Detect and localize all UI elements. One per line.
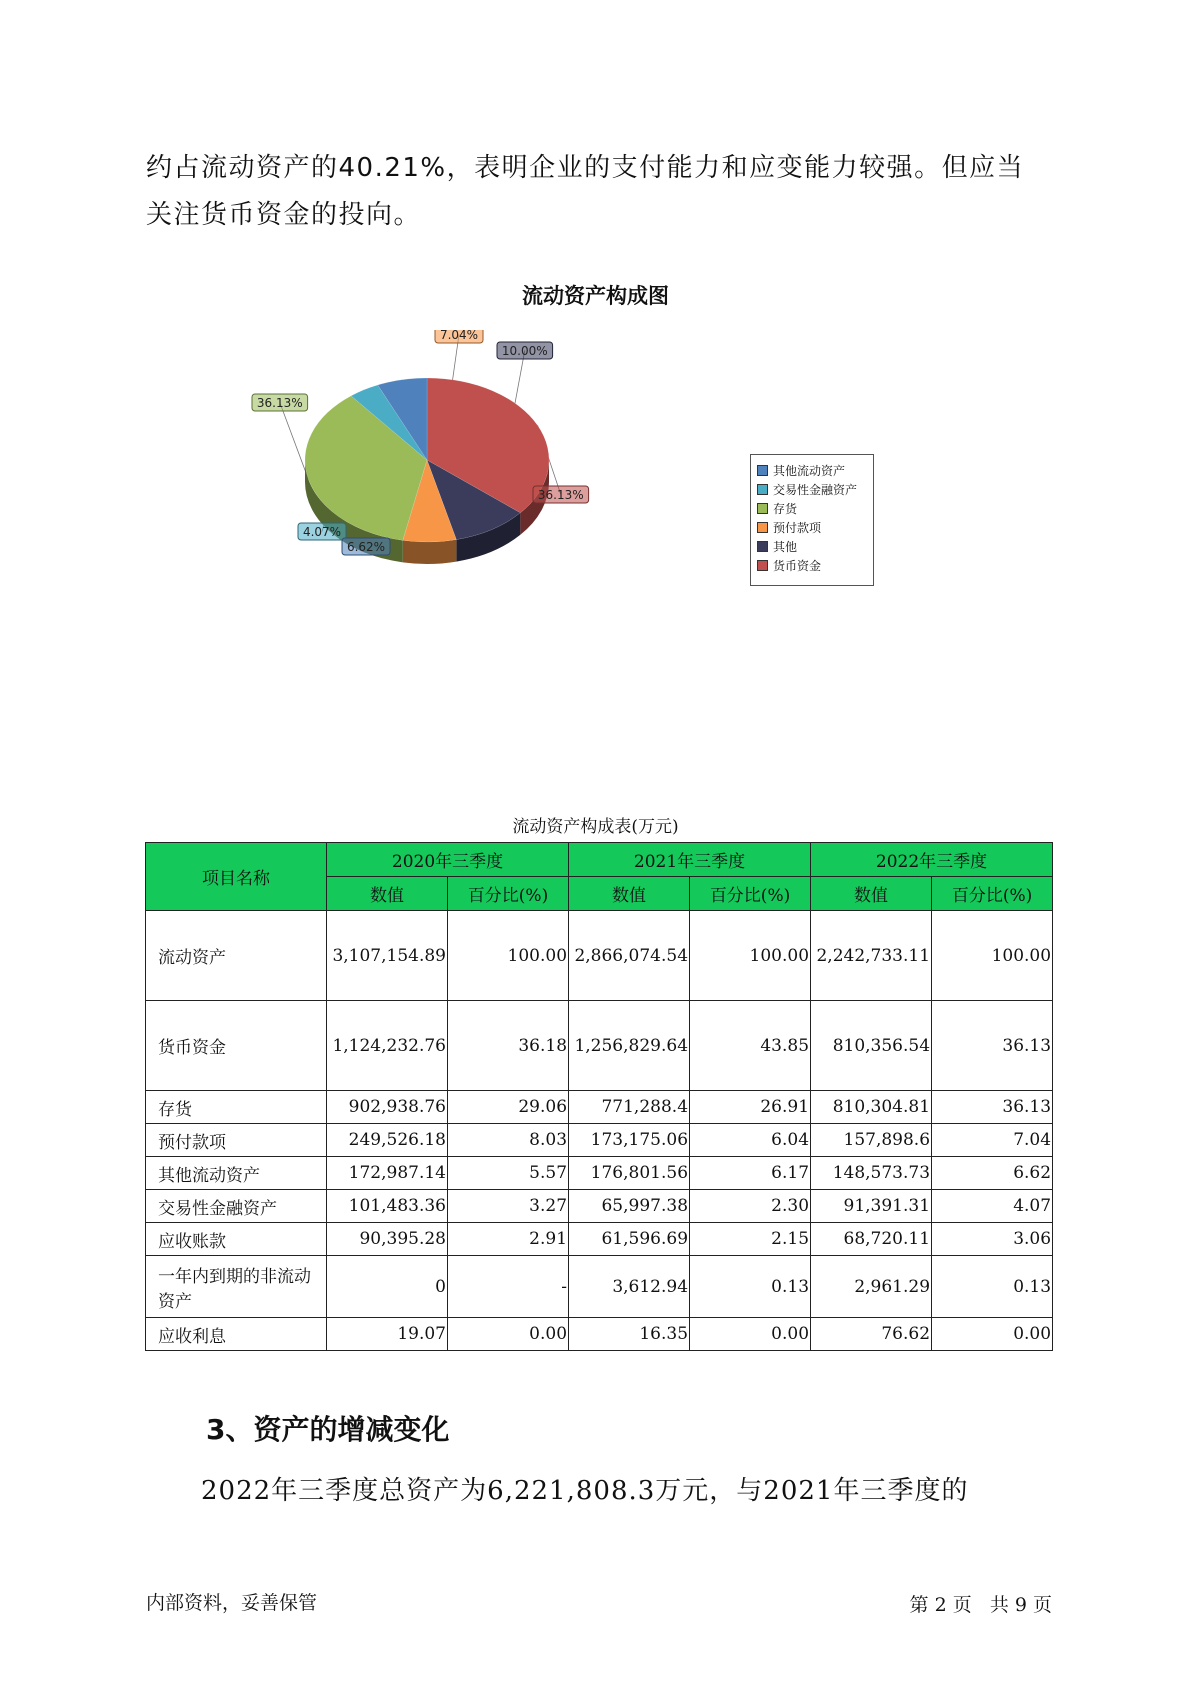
row-label: 流动资产 — [146, 911, 327, 1001]
table-row — [146, 1223, 1053, 1256]
pie-value-label: 7.04% — [439, 330, 479, 342]
cell-percent: 2.91 — [448, 1223, 569, 1256]
row-label: 应收账款 — [146, 1223, 327, 1256]
cell-percent: 3.06 — [932, 1223, 1053, 1256]
cell-percent: 4.07 — [932, 1190, 1053, 1223]
pie-chart — [220, 330, 640, 620]
chart-title: 流动资产构成图 — [522, 284, 669, 308]
subheader-percent: 百分比(%) — [448, 877, 569, 911]
cell-value: 101,483.36 — [327, 1190, 448, 1223]
cell-percent: 36.13 — [932, 1001, 1053, 1091]
legend-item — [757, 499, 867, 518]
pie-slice-side — [403, 540, 457, 564]
cell-value: 3,612.94 — [569, 1256, 690, 1318]
legend-swatch — [757, 465, 768, 476]
legend-swatch — [757, 522, 768, 533]
subheader-percent: 百分比(%) — [690, 877, 811, 911]
table-header-row — [146, 843, 1053, 877]
cell-percent: 29.06 — [448, 1091, 569, 1124]
header-period: 2022年三季度 — [811, 843, 1053, 877]
row-label: 应收利息 — [146, 1318, 327, 1351]
cell-value: 902,938.76 — [327, 1091, 448, 1124]
cell-value: 173,175.06 — [569, 1124, 690, 1157]
subheader-value: 数值 — [811, 877, 932, 911]
legend-swatch — [757, 503, 768, 514]
subheader-value: 数值 — [569, 877, 690, 911]
pie-label-leader — [280, 403, 309, 480]
row-label: 交易性金融资产 — [146, 1190, 327, 1223]
cell-value: 3,107,154.89 — [327, 911, 448, 1001]
cell-percent: 43.85 — [690, 1001, 811, 1091]
current-assets-table — [145, 842, 1053, 1351]
cell-percent: - — [448, 1256, 569, 1318]
cell-value: 771,288.4 — [569, 1091, 690, 1124]
table-row — [146, 1124, 1053, 1157]
cell-percent: 100.00 — [448, 911, 569, 1001]
cell-value: 16.35 — [569, 1318, 690, 1351]
legend-item — [757, 480, 867, 499]
table-caption: 流动资产构成表(万元) — [512, 817, 679, 837]
cell-percent: 2.15 — [690, 1223, 811, 1256]
legend-item — [757, 556, 867, 575]
subheader-percent: 百分比(%) — [932, 877, 1053, 911]
cell-value: 176,801.56 — [569, 1157, 690, 1190]
table-row — [146, 1256, 1053, 1318]
row-label: 货币资金 — [146, 1001, 327, 1091]
cell-value: 90,395.28 — [327, 1223, 448, 1256]
cell-percent: 36.13 — [932, 1091, 1053, 1124]
legend-swatch — [757, 560, 768, 571]
cell-percent: 0.00 — [448, 1318, 569, 1351]
row-label: 预付款项 — [146, 1124, 327, 1157]
row-label: 其他流动资产 — [146, 1157, 327, 1190]
cell-percent: 2.30 — [690, 1190, 811, 1223]
cell-value: 172,987.14 — [327, 1157, 448, 1190]
cell-percent: 36.18 — [448, 1001, 569, 1091]
legend-item — [757, 461, 867, 480]
cell-percent: 8.03 — [448, 1124, 569, 1157]
cell-value: 76.62 — [811, 1318, 932, 1351]
cell-value: 148,573.73 — [811, 1157, 932, 1190]
cell-value: 249,526.18 — [327, 1124, 448, 1157]
cell-percent: 6.17 — [690, 1157, 811, 1190]
closing-paragraph: 2022年三季度总资产为6,221,808.3万元，与2021年三季度的 — [201, 1476, 969, 1506]
header-period: 2020年三季度 — [327, 843, 569, 877]
legend-label: 存货 — [773, 502, 798, 516]
header-period: 2021年三季度 — [569, 843, 811, 877]
cell-value: 2,242,733.11 — [811, 911, 932, 1001]
cell-percent: 26.91 — [690, 1091, 811, 1124]
pie-value-label: 6.62% — [346, 540, 386, 554]
cell-percent: 6.04 — [690, 1124, 811, 1157]
cell-value: 19.07 — [327, 1318, 448, 1351]
legend-swatch — [757, 484, 768, 495]
table-row — [146, 1318, 1053, 1351]
cell-percent: 0.13 — [690, 1256, 811, 1318]
pie-value-label: 10.00% — [501, 344, 548, 358]
cell-percent: 7.04 — [932, 1124, 1053, 1157]
section-heading: 3、资产的增减变化 — [206, 1413, 450, 1446]
legend-item — [757, 518, 867, 537]
legend-label: 预付款项 — [773, 521, 822, 535]
cell-value: 61,596.69 — [569, 1223, 690, 1256]
table-row — [146, 1091, 1053, 1124]
cell-value: 157,898.6 — [811, 1124, 932, 1157]
cell-percent: 5.57 — [448, 1157, 569, 1190]
legend-item — [757, 537, 867, 556]
cell-percent: 3.27 — [448, 1190, 569, 1223]
cell-value: 91,391.31 — [811, 1190, 932, 1223]
table-row — [146, 911, 1053, 1001]
cell-percent: 0.13 — [932, 1256, 1053, 1318]
row-label: 存货 — [146, 1091, 327, 1124]
legend-label: 其他 — [773, 540, 798, 554]
cell-percent: 100.00 — [690, 911, 811, 1001]
cell-value: 810,356.54 — [811, 1001, 932, 1091]
footer-confidential: 内部资料，妥善保管 — [146, 1592, 318, 1614]
chart-legend — [750, 454, 874, 586]
table-row — [146, 1157, 1053, 1190]
cell-percent: 0.00 — [690, 1318, 811, 1351]
cell-percent: 100.00 — [932, 911, 1053, 1001]
table-row — [146, 1001, 1053, 1091]
cell-percent: 0.00 — [932, 1318, 1053, 1351]
subheader-value: 数值 — [327, 877, 448, 911]
legend-label: 货币资金 — [773, 559, 822, 573]
legend-label: 交易性金融资产 — [773, 483, 858, 497]
legend-swatch — [757, 541, 768, 552]
footer-page-number: 第 2 页 共 9 页 — [909, 1594, 1052, 1616]
header-item-name: 项目名称 — [146, 843, 327, 911]
cell-value: 2,866,074.54 — [569, 911, 690, 1001]
cell-percent: 6.62 — [932, 1157, 1053, 1190]
table-row — [146, 1190, 1053, 1223]
intro-paragraph: 约占流动资产的40.21%，表明企业的支付能力和应变能力较强。但应当关注货币资金的投向。 — [146, 153, 1025, 230]
cell-value: 1,256,829.64 — [569, 1001, 690, 1091]
cell-value: 65,997.38 — [569, 1190, 690, 1223]
cell-value: 68,720.11 — [811, 1223, 932, 1256]
pie-value-label: 36.13% — [256, 396, 303, 410]
cell-value: 2,961.29 — [811, 1256, 932, 1318]
pie-value-label: 4.07% — [302, 525, 342, 539]
cell-value: 0 — [327, 1256, 448, 1318]
cell-value: 1,124,232.76 — [327, 1001, 448, 1091]
legend-label: 其他流动资产 — [773, 464, 846, 478]
pie-value-label: 36.13% — [537, 488, 584, 502]
cell-value: 810,304.81 — [811, 1091, 932, 1124]
row-label: 一年内到期的非流动资产 — [146, 1256, 327, 1318]
